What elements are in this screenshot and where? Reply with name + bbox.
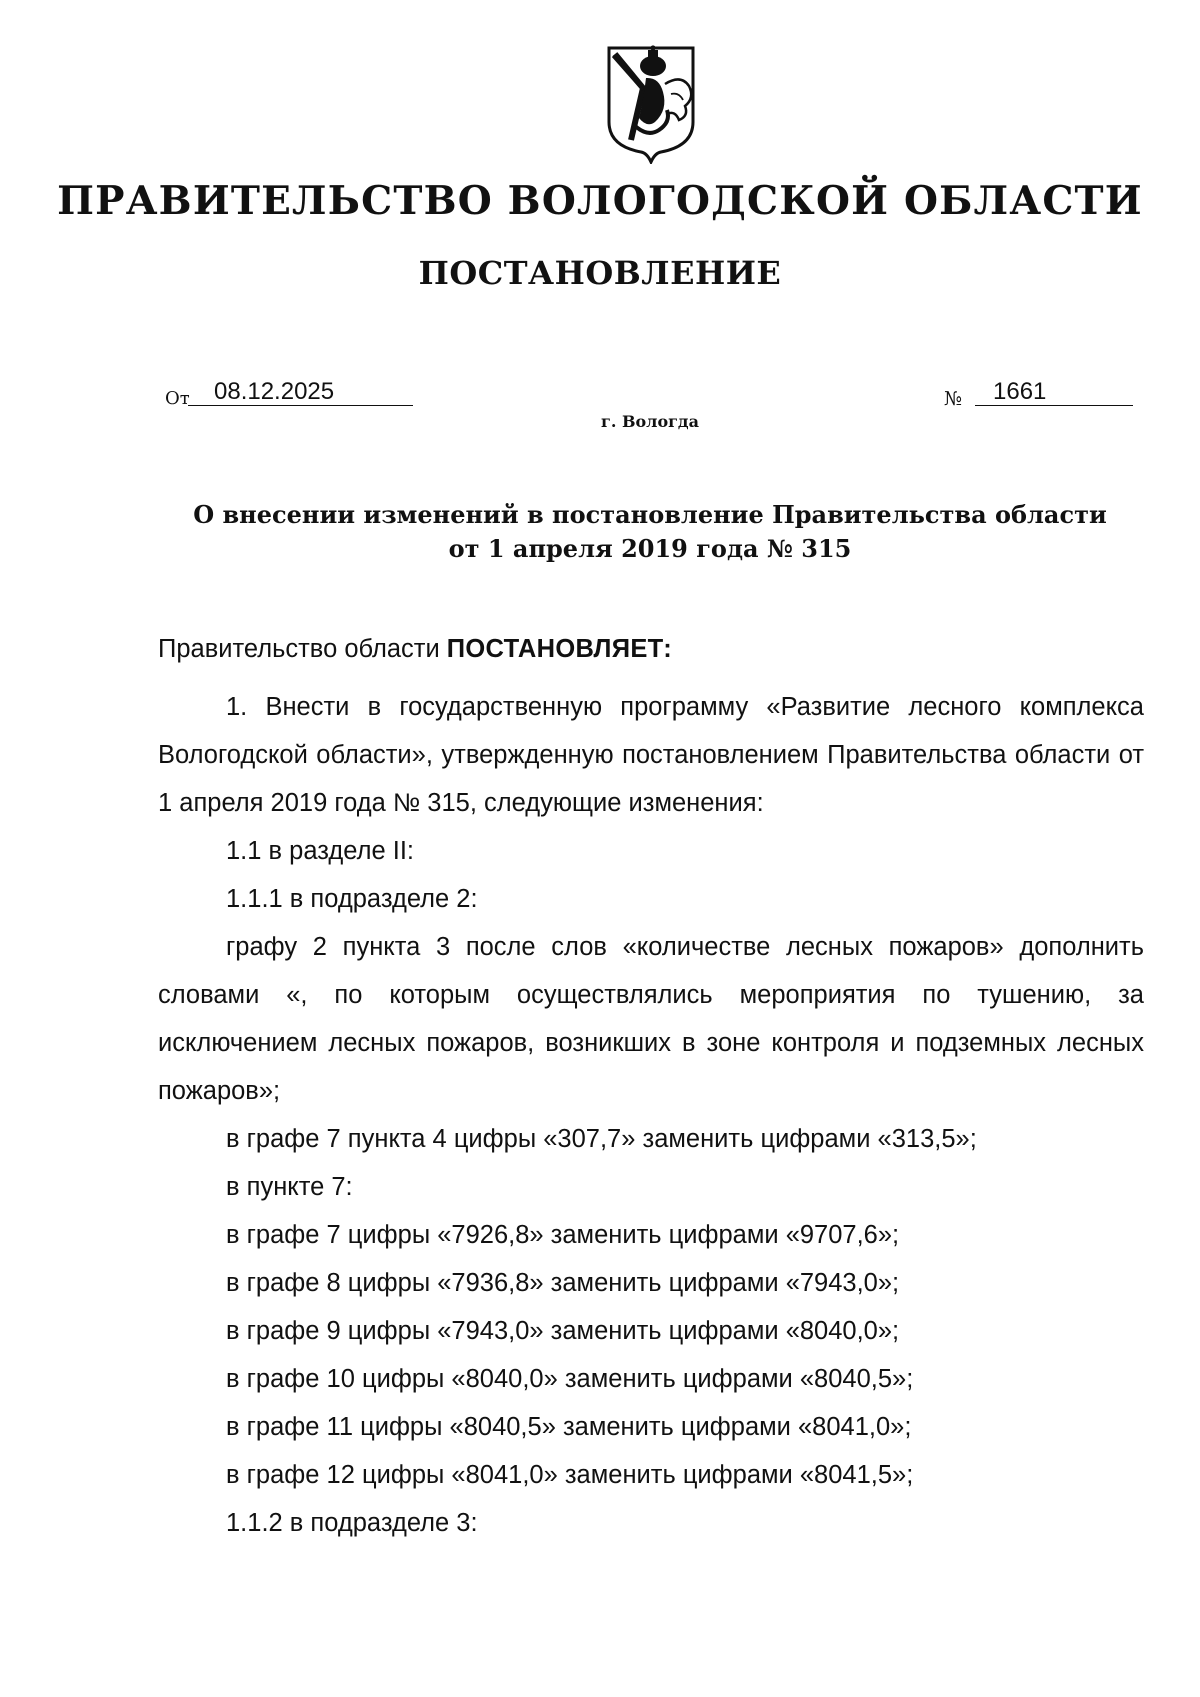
subject-line: О внесении изменений в постановление Правительства области xyxy=(193,500,1107,529)
paragraph: в графе 10 цифры «8040,0» заменить цифрами «8040,5»; xyxy=(226,1365,914,1393)
intro-text: Правительство области xyxy=(158,635,447,663)
paragraph: в графе 12 цифры «8041,0» заменить цифрами «8041,5»; xyxy=(226,1461,914,1489)
date-underline xyxy=(188,405,413,406)
intro-keyword: ПОСТАНОВЛЯЕТ: xyxy=(446,635,673,663)
government-title: ПРАВИТЕЛЬСТВО ВОЛОГОДСКОЙ ОБЛАСТИ xyxy=(57,178,1143,224)
paragraph: 1. Внести в государственную программу «Развитие лесного комплекса Вологодской области», утвержденную постановлением Правительства области от 1 апреля 2019 года № 315, следующие изменения: xyxy=(158,693,1144,817)
number-prefix: № xyxy=(944,388,962,410)
subject-line: от 1 апреля 2019 года № 315 xyxy=(448,534,852,563)
document-body xyxy=(158,625,1144,1547)
document-date: 08.12.2025 xyxy=(214,378,335,405)
paragraph: в пункте 7: xyxy=(226,1173,353,1201)
date-prefix: От xyxy=(165,388,190,409)
number-underline xyxy=(975,405,1133,406)
coat-of-arms-icon xyxy=(603,44,699,164)
paragraph: в графе 11 цифры «8040,5» заменить цифрами «8041,0»; xyxy=(226,1413,912,1441)
paragraph: в графе 7 пункта 4 цифры «307,7» заменить цифрами «313,5»; xyxy=(226,1125,977,1153)
document-number: 1661 xyxy=(993,378,1047,405)
paragraph: 1.1.2 в подразделе 3: xyxy=(226,1509,478,1537)
paragraph: в графе 7 цифры «7926,8» заменить цифрами «9707,6»; xyxy=(226,1221,900,1249)
paragraph: графу 2 пункта 3 после слов «количестве лесных пожаров» дополнить словами «, по которым осуществлялись мероприятия по тушению, за исключением лесных пожаров, возникших в зоне контроля и подземных лесных пожаров»; xyxy=(158,933,1144,1105)
paragraph: 1.1.1 в подразделе 2: xyxy=(226,885,478,913)
paragraph: 1.1 в разделе II: xyxy=(226,837,414,865)
city: г. Вологда xyxy=(601,412,699,431)
paragraph: в графе 8 цифры «7936,8» заменить цифрами «7943,0»; xyxy=(226,1269,900,1297)
paragraph: в графе 9 цифры «7943,0» заменить цифрами «8040,0»; xyxy=(226,1317,900,1345)
resolution-intro xyxy=(158,625,1144,673)
document-subject xyxy=(150,498,1150,566)
document-type: ПОСТАНОВЛЕНИЕ xyxy=(418,254,782,292)
